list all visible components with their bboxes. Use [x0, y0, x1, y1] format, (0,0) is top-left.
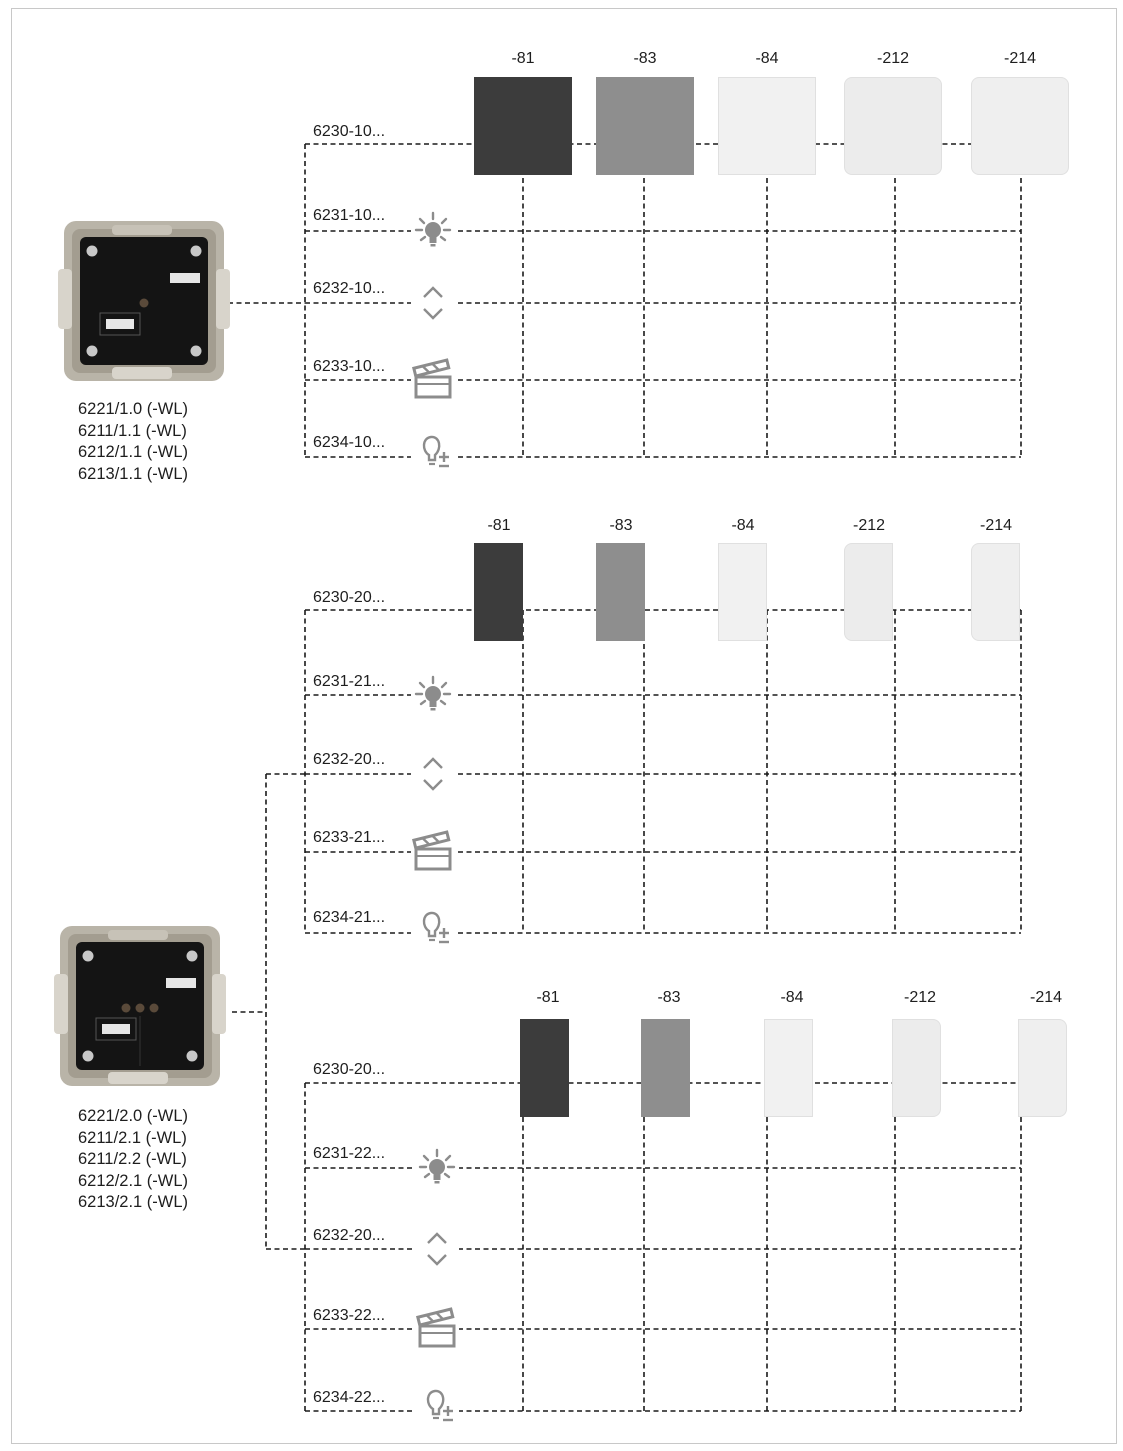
color-swatch [892, 1019, 941, 1117]
color-swatch [596, 543, 645, 641]
variant-label: -81 [511, 50, 535, 67]
color-swatch [641, 1019, 690, 1117]
row-code: 6231-10... [313, 207, 386, 224]
device-label: 6211/1.1 (-WL) [78, 421, 187, 440]
color-swatch [474, 543, 523, 641]
row-code: 6230-20... [313, 1061, 386, 1078]
row-code: 6234-21... [313, 909, 386, 926]
color-swatch [844, 543, 893, 641]
variant-label: -83 [633, 50, 657, 67]
variant-label: -214 [1029, 989, 1063, 1006]
color-swatch [971, 77, 1069, 175]
device-label: 6221/1.0 (-WL) [78, 400, 189, 418]
row-code: 6234-10... [313, 434, 386, 451]
color-swatch [718, 77, 816, 175]
color-swatch [718, 543, 767, 641]
variant-label: -83 [609, 517, 633, 534]
variant-label: -212 [876, 50, 910, 67]
color-swatch [1018, 1019, 1067, 1117]
row-code: 6231-21... [313, 673, 386, 690]
device-label: 6213/1.1 (-WL) [78, 464, 189, 483]
row-code: 6230-20... [313, 589, 386, 606]
variant-label: -83 [657, 989, 681, 1006]
variant-label: -212 [903, 989, 937, 1006]
row-code: 6233-21... [313, 829, 386, 846]
variant-label: -81 [536, 989, 560, 1006]
device-label: 6212/2.1 (-WL) [78, 1171, 189, 1190]
variant-label: -84 [731, 517, 755, 534]
variant-label: -84 [755, 50, 779, 67]
variant-label: -84 [780, 989, 804, 1006]
color-swatch [520, 1019, 569, 1117]
variant-label: -81 [487, 517, 511, 534]
color-swatch [764, 1019, 813, 1117]
variant-label: -212 [852, 517, 886, 534]
row-code: 6232-10... [313, 280, 386, 297]
color-swatch [844, 77, 942, 175]
device-label: 6211/2.1 (-WL) [78, 1128, 187, 1147]
device-label: 6213/2.1 (-WL) [78, 1193, 189, 1211]
variant-label: -214 [1003, 50, 1037, 67]
color-swatch [474, 77, 572, 175]
color-swatch [596, 77, 694, 175]
row-code: 6233-22... [313, 1307, 386, 1324]
device-label: 6211/2.2 (-WL) [78, 1150, 187, 1168]
row-code: 6232-20... [313, 751, 386, 768]
device-label: 6221/2.0 (-WL) [78, 1107, 189, 1125]
device-label: 6212/1.1 (-WL) [78, 443, 189, 461]
row-code: 6231-22... [313, 1145, 386, 1162]
color-swatch [971, 543, 1020, 641]
row-code: 6233-10... [313, 358, 386, 375]
row-code: 6230-10... [313, 123, 386, 140]
row-code: 6234-22... [313, 1389, 386, 1406]
variant-label: -214 [979, 517, 1013, 534]
row-code: 6232-20... [313, 1227, 386, 1244]
